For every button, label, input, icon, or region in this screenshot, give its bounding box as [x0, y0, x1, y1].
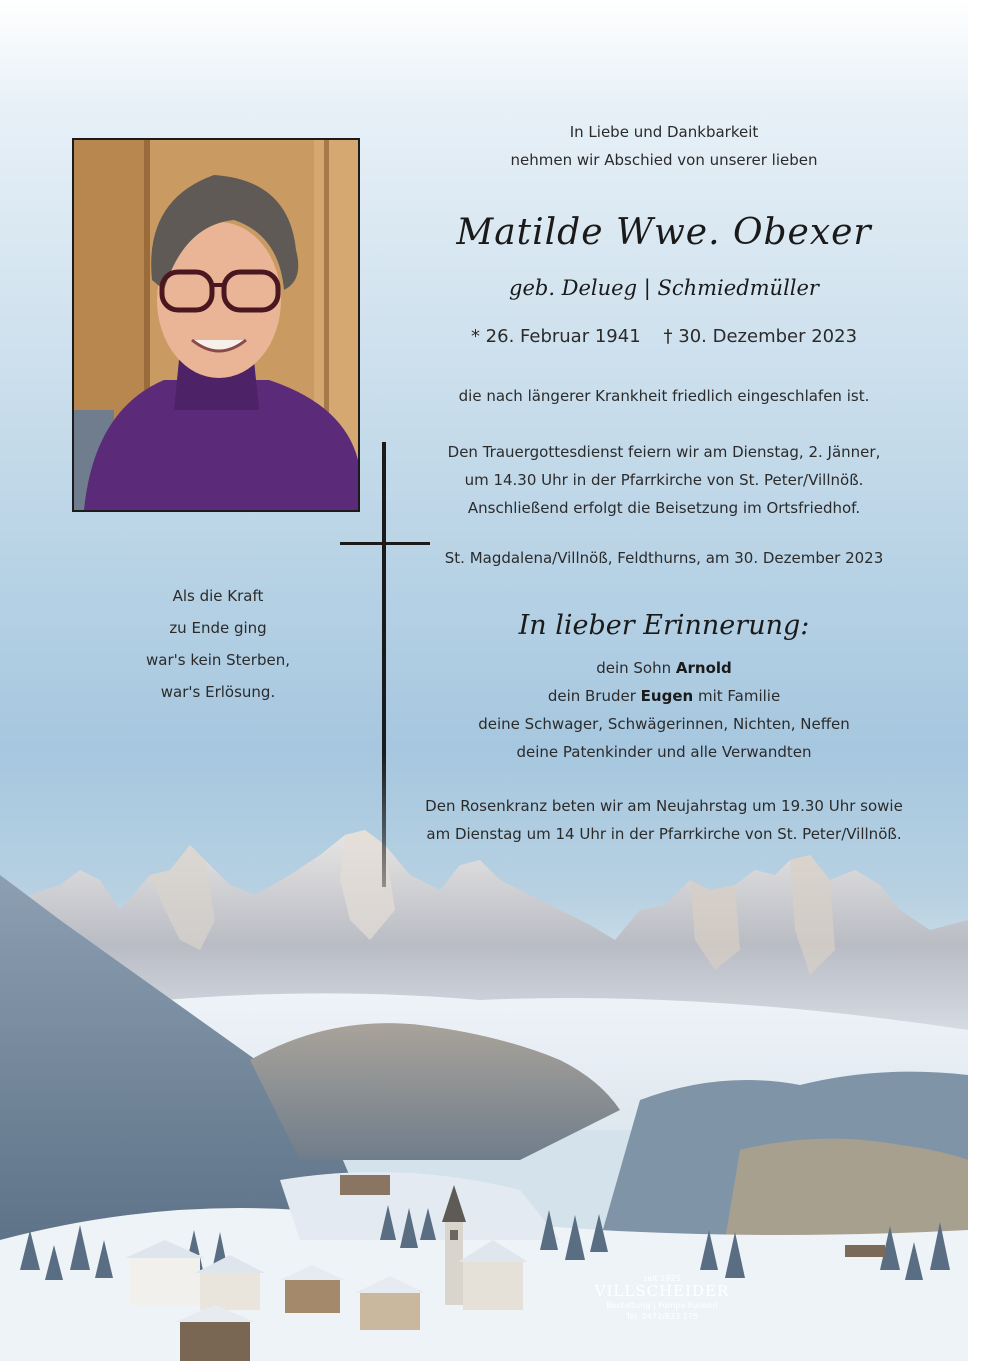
service-line-3: Anschließend erfolgt die Beisetzung im Ortsfriedhof. — [467, 499, 861, 517]
son-name: Arnold — [675, 659, 732, 677]
poem-line-3: war's kein Sterben, — [146, 651, 290, 669]
service-line-2: um 14.30 Uhr in der Pfarrkirche von St. Peter/Villnöß. — [464, 471, 864, 489]
right-margin — [968, 0, 982, 1361]
passing-text: die nach längerer Krankheit friedlich eingeschlafen ist. — [458, 387, 870, 405]
deceased-name: Matilde Wwe. Obexer — [456, 212, 872, 253]
logo-subtitle: Bestattung | Pompe Funebri — [606, 1301, 718, 1310]
cross-vertical-beam — [382, 442, 386, 887]
place-and-date: St. Magdalena/Villnöß, Feldthurns, am 30. Dezember 2023 — [444, 549, 884, 567]
brother-prefix: dein Bruder — [547, 687, 636, 705]
poem — [118, 580, 318, 708]
logo-brand: VILLSCHEIDER — [594, 1282, 730, 1300]
intro-line-2: nehmen wir Abschied von unserer lieben — [510, 151, 818, 169]
cross-horizontal-beam — [340, 542, 430, 545]
maiden-name: geb. Delueg | Schmiedmüller — [509, 276, 819, 300]
funeral-home-logo — [588, 1274, 736, 1322]
poem-line-1: Als die Kraft — [172, 587, 264, 605]
rosary-line-1: Den Rosenkranz beten wir am Neujahrstag um 19.30 Uhr sowie — [425, 797, 903, 815]
son-prefix: dein Sohn — [596, 659, 672, 677]
logo-phone: Tel. 0472/833 175 — [626, 1312, 698, 1321]
brother-suffix: mit Familie — [697, 687, 781, 705]
mourner-in-laws: deine Schwager, Schwägerinnen, Nichten, Neffen — [478, 715, 850, 733]
mourner-brother — [414, 686, 914, 706]
mourner-son — [414, 658, 914, 678]
mourner-relatives: deine Patenkinder und alle Verwandten — [516, 743, 812, 761]
intro-line-1: In Liebe und Dankbarkeit — [569, 123, 759, 141]
mountain-landscape-image — [0, 800, 968, 1361]
life-dates — [414, 326, 914, 347]
mourners-heading: In lieber Erinnerung: — [518, 610, 810, 641]
rosary-line-2: am Dienstag um 14 Uhr in der Pfarrkirche von St. Peter/Villnöß. — [426, 825, 902, 843]
service-line-1: Den Trauergottesdienst feiern wir am Dienstag, 2. Jänner, — [447, 443, 881, 461]
poem-line-2: zu Ende ging — [169, 619, 267, 637]
death-date: † 30. Dezember 2023 — [663, 326, 858, 347]
brother-name: Eugen — [640, 687, 694, 705]
birth-date: * 26. Februar 1941 — [470, 326, 641, 347]
logo-since: seit 1925 — [643, 1274, 681, 1283]
portrait-photo — [72, 138, 360, 512]
poem-line-4: war's Erlösung. — [160, 683, 276, 701]
